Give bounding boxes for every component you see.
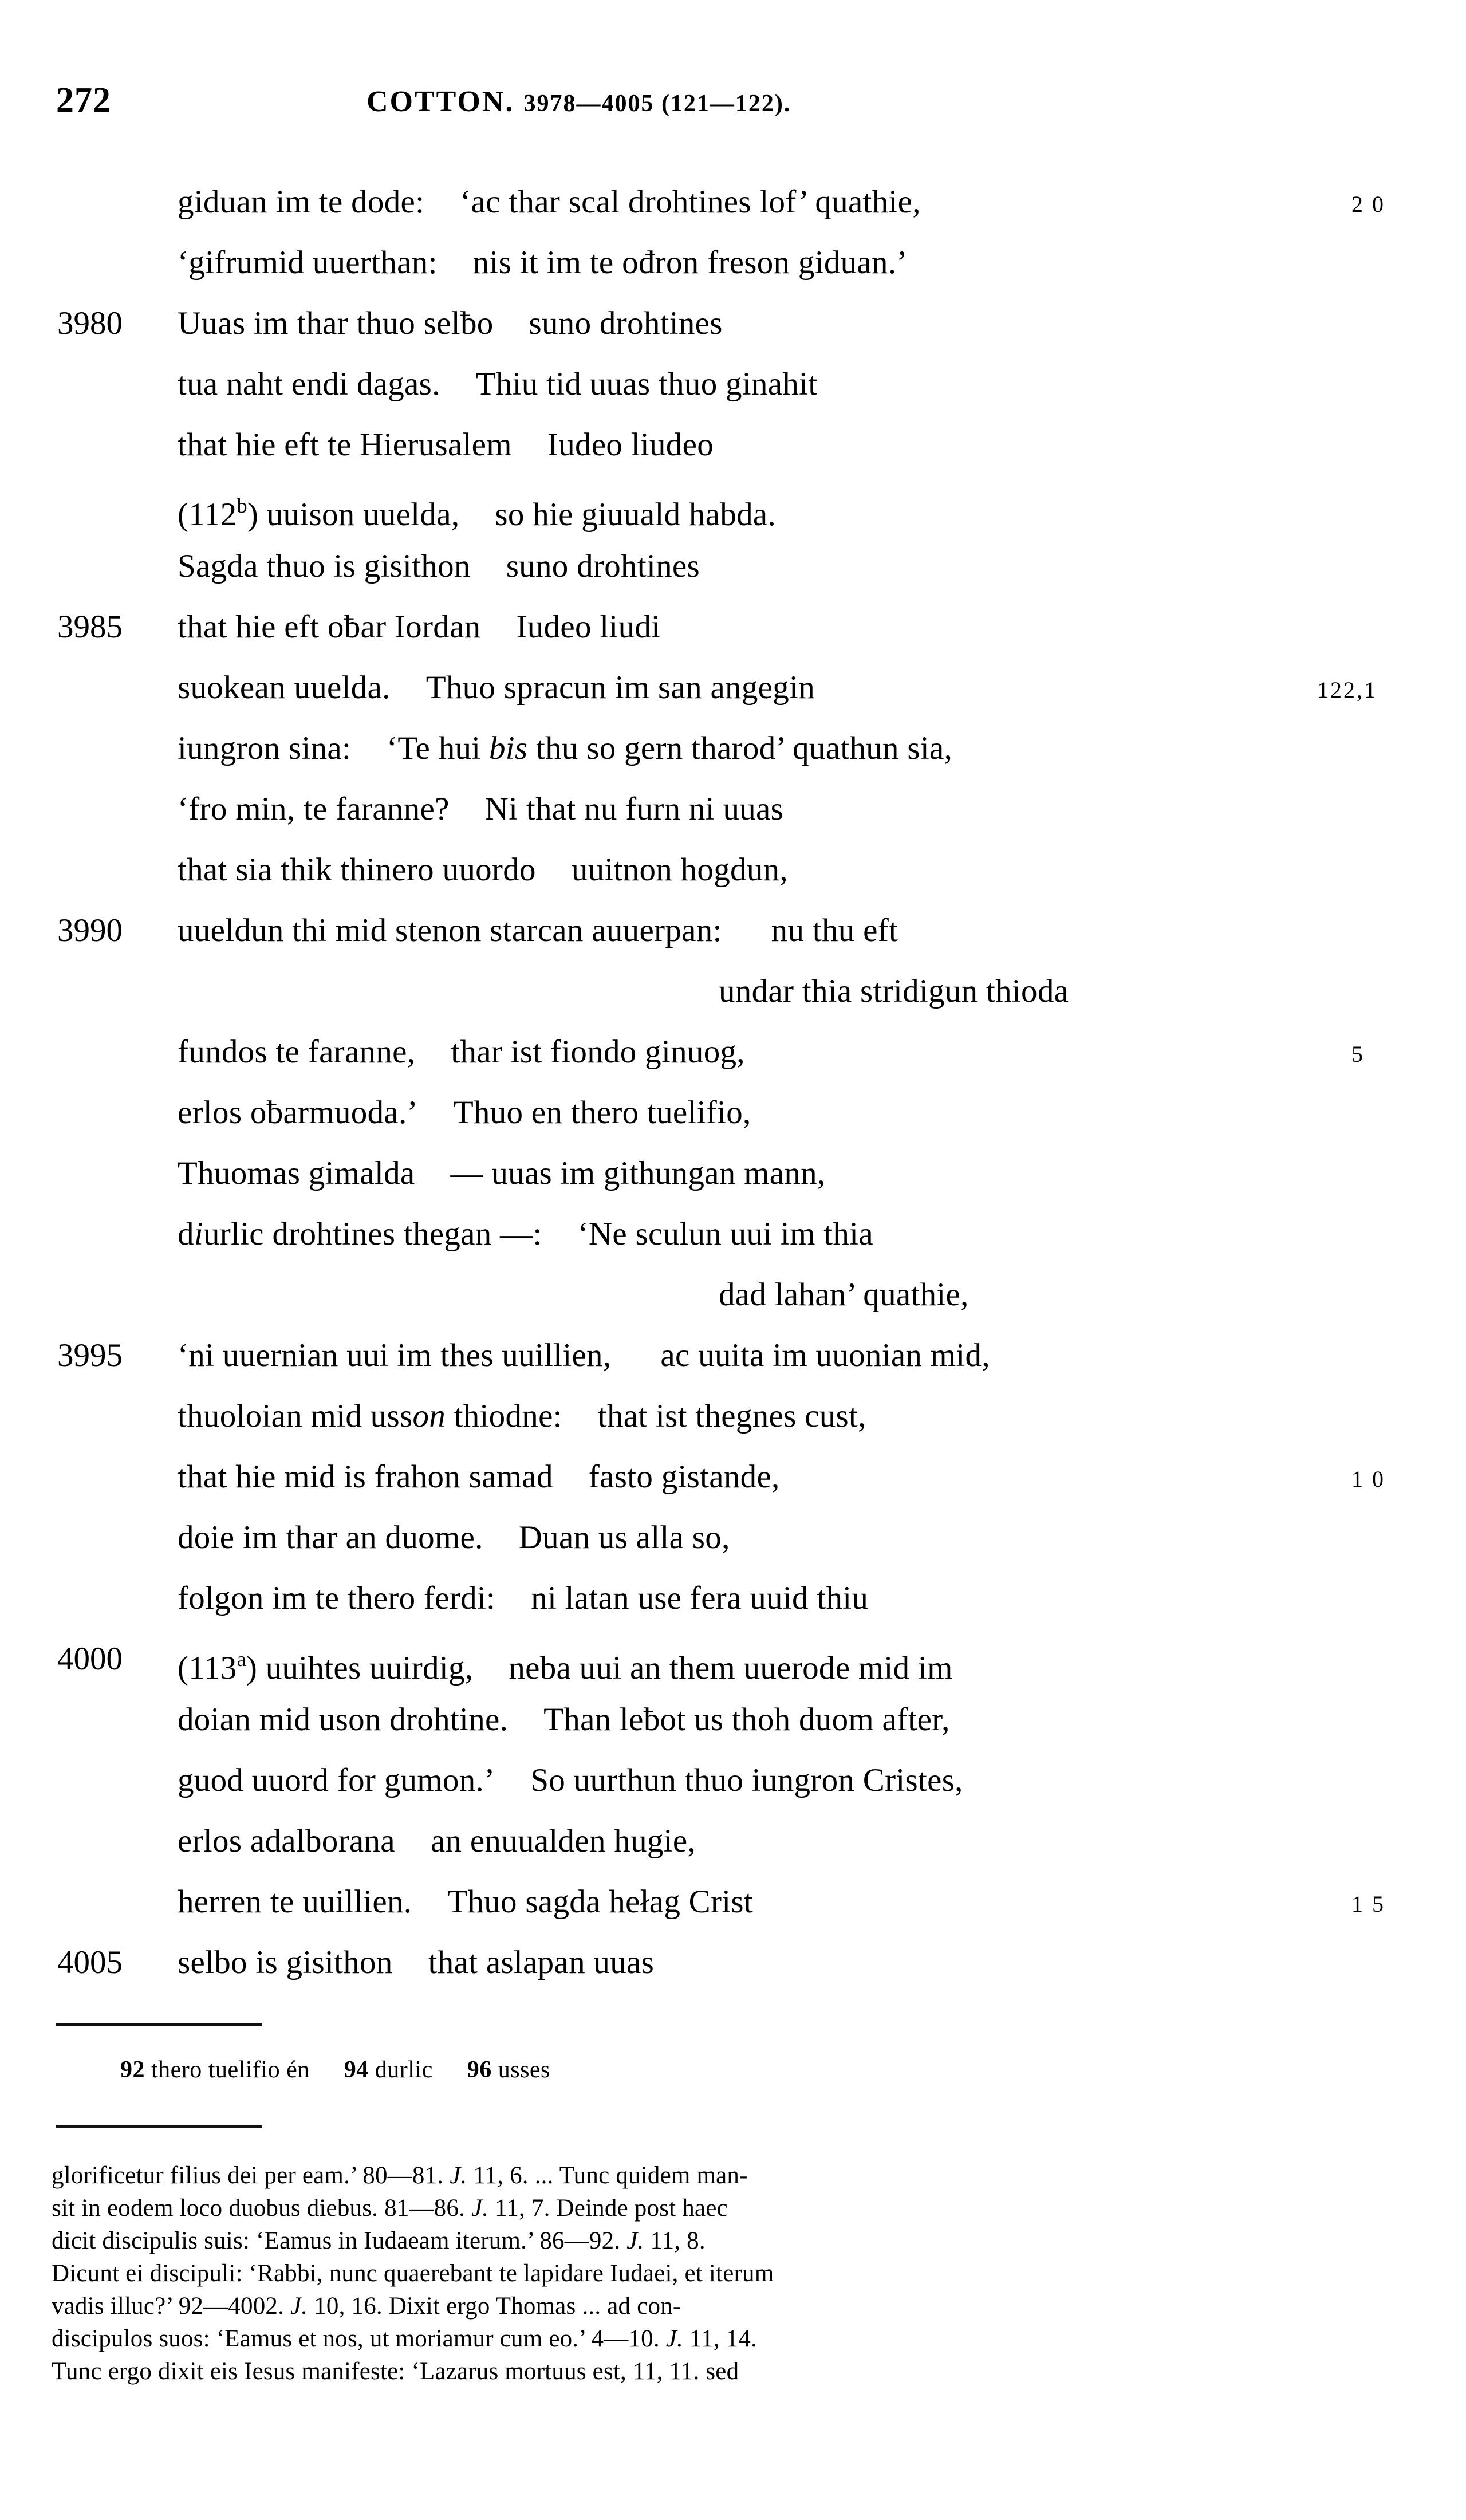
verse-text: tua naht endi dagas. Thiu tid uuas thuo ginahit: [178, 366, 818, 402]
footnote-rule-upper: [56, 2023, 262, 2026]
apparatus-line: Tunc ergo dixit eis Iesus manifeste: ‘Lazarus mortuus est, 11, 11. sed: [52, 2358, 739, 2385]
footnote-rule-lower: [56, 2125, 262, 2128]
running-head: [0, 80, 1466, 132]
folio-superscript: b: [237, 494, 247, 517]
verse-text: erlos oƀarmuoda.’ Thuo en thero tuelifio,: [178, 1094, 751, 1131]
verse-text: fundos te faranne, thar ist fiondo ginuog,: [178, 1034, 745, 1070]
verse-line: [0, 1447, 1466, 1507]
verse-text: Sagda thuo is gisithon suno drohtines: [178, 548, 700, 584]
verse-text: iungron sina: ‘Te hui bis thu so gern tharod’ quathun sia,: [178, 730, 953, 766]
verse-line: [0, 1568, 1466, 1629]
verse-line: [0, 172, 1466, 233]
verse-line: [0, 233, 1466, 293]
verse-text: selbo is gisithon that aslapan uuas: [178, 1944, 655, 1980]
verse-line: [0, 1811, 1466, 1872]
verse-text: Thuomas gimalda — uuas im githungan mann,: [178, 1155, 826, 1191]
variant-number: 92: [120, 2057, 145, 2083]
verse-text: doian mid uson drohtine. Than leƀot us thoh duom after,: [178, 1702, 950, 1738]
verse-line: [0, 1325, 1466, 1386]
verse-line: [0, 1022, 1466, 1082]
margin-line-number: 1 5: [1351, 1891, 1385, 1917]
verse-line: [0, 1750, 1466, 1811]
apparatus-line: sit in eodem loco duobus diebus. 81—86. J. 11, 7. Deinde post haec: [52, 2195, 728, 2222]
apparatus-line: vadis illuc?’ 92—4002. J. 10, 16. Dixit ergo Thomas ... ad con-: [52, 2293, 681, 2320]
variant-readings-line: [120, 2056, 550, 2084]
apparatus-line: dicit discipulis suis: ‘Eamus in Iudaeam iterum.’ 86—92. J. 11, 8.: [52, 2227, 706, 2254]
gospel-sigla: J.: [665, 2325, 683, 2352]
variant-reading: usses: [498, 2057, 550, 2083]
variant-reading: durlic: [375, 2057, 433, 2083]
page-number: 272: [56, 81, 111, 120]
verse-text: doie im thar an duome. Duan us alla so,: [178, 1519, 730, 1556]
verse-line: [0, 1386, 1466, 1447]
verse-block: [0, 172, 1466, 1993]
verse-text: suokean uuelda. Thuo spracun im san angegin: [178, 670, 815, 706]
margin-line-number: 122,1: [1317, 677, 1377, 703]
verse-text: giduan im te dode: ‘ac thar scal drohtines lof’ quathie,: [178, 184, 921, 220]
verse-line: [0, 900, 1466, 961]
verse-text: dad lahan’ quathie,: [719, 1277, 969, 1313]
apparatus-line: glorificetur filius dei per eam.’ 80—81. J. 11, 6. ... Tunc quidem man-: [52, 2162, 748, 2189]
verse-line: [0, 1932, 1466, 1993]
margin-line-number: 5: [1351, 1041, 1365, 1067]
variant-number: 94: [344, 2057, 369, 2083]
italic-emendation: i: [194, 1216, 203, 1252]
verse-text: uueldun thi mid stenon starcan auuerpan: nu thu eft: [178, 912, 898, 948]
apparatus-line: Dicunt ei discipuli: ‘Rabbi, nunc quaerebant te lapidare Iudaei, et iterum: [52, 2260, 774, 2287]
verse-number: 3990: [57, 912, 123, 948]
verse-text: herren te uuillien. Thuo sagda hełag Crist: [178, 1884, 754, 1920]
verse-line: [0, 354, 1466, 415]
folio-superscript: a: [237, 1648, 246, 1671]
verse-text: folgon im te thero ferdi: ni latan use fera uuid thiu: [178, 1580, 869, 1616]
verse-number: 3985: [57, 609, 123, 645]
apparatus-line: discipulos suos: ‘Eamus et nos, ut moriamur cum eo.’ 4—10. J. 11, 14.: [52, 2325, 757, 2352]
verse-line: [0, 1265, 1466, 1325]
verse-line: [0, 961, 1466, 1022]
verse-number: 4000: [57, 1641, 123, 1677]
verse-number: 3980: [57, 305, 123, 341]
verse-text: (112$^b$) uuison uuelda, so hie giuuald habda.: [178, 494, 777, 533]
verse-line: [0, 1872, 1466, 1932]
gospel-sigla: J.: [626, 2227, 644, 2254]
verse-text: thuoloian mid usson thiodne: that ist thegnes cust,: [178, 1398, 866, 1434]
variant-reading: thero tuelifio én: [151, 2057, 310, 2083]
verse-line: [0, 1629, 1466, 1690]
verse-text: that hie mid is frahon samad fasto gistande,: [178, 1459, 780, 1495]
latin-apparatus-block: [52, 2159, 1369, 2388]
running-head-main: COTTON.: [366, 85, 515, 118]
verse-text: diurlic drohtines thegan —: ‘Ne sculun uui im thia: [178, 1216, 873, 1252]
verse-line: [0, 475, 1466, 536]
gospel-sigla: J.: [290, 2293, 308, 2320]
verse-line: [0, 536, 1466, 597]
verse-line: [0, 779, 1466, 840]
verse-text: that hie eft te Hierusalem Iudeo liudeo: [178, 427, 714, 463]
running-head-title: [366, 85, 791, 119]
verse-line: [0, 1507, 1466, 1568]
verse-text: guod uuord for gumon.’ So uurthun thuo iungron Cristes,: [178, 1762, 963, 1798]
verse-text: that sia thik thinero uuordo uuitnon hogdun,: [178, 852, 788, 888]
verse-line: [0, 415, 1466, 475]
verse-line: [0, 1143, 1466, 1204]
verse-line: [0, 1082, 1466, 1143]
verse-text: ‘gifrumid uuerthan: nis it im te ođron freson giduan.’: [178, 245, 908, 281]
verse-text: Uuas im thar thuo selƀo suno drohtines: [178, 305, 723, 341]
margin-line-number: 2 0: [1351, 191, 1385, 217]
verse-line: [0, 718, 1466, 779]
variant-number: 96: [467, 2057, 492, 2083]
italic-emendation: on: [412, 1398, 446, 1434]
verse-text: that hie eft oƀar Iordan Iudeo liudi: [178, 609, 661, 645]
margin-line-number: 1 0: [1351, 1466, 1385, 1492]
italic-emendation: bis: [488, 730, 528, 766]
gospel-sigla: J.: [450, 2162, 467, 2189]
verse-text: undar thia stridigun thioda: [719, 973, 1069, 1009]
verse-line: [0, 597, 1466, 657]
verse-text: ‘ni uuernian uui im thes uuillien, ac uuita im uuonian mid,: [178, 1337, 990, 1373]
verse-number: 4005: [57, 1944, 123, 1980]
verse-text: erlos adalborana an enuualden hugie,: [178, 1823, 696, 1859]
verse-text: (113$^a$) uuihtes uuirdig, neba uui an them uuerode mid im: [178, 1648, 953, 1686]
verse-line: [0, 657, 1466, 718]
running-head-detail: 3978—4005 (121—122).: [523, 90, 791, 117]
verse-line: [0, 293, 1466, 354]
verse-line: [0, 840, 1466, 900]
verse-text: ‘fro min, te faranne? Ni that nu furn ni uuas: [178, 791, 784, 827]
verse-number: 3995: [57, 1337, 123, 1373]
verse-line: [0, 1690, 1466, 1750]
gospel-sigla: J.: [471, 2195, 489, 2222]
verse-line: [0, 1204, 1466, 1265]
